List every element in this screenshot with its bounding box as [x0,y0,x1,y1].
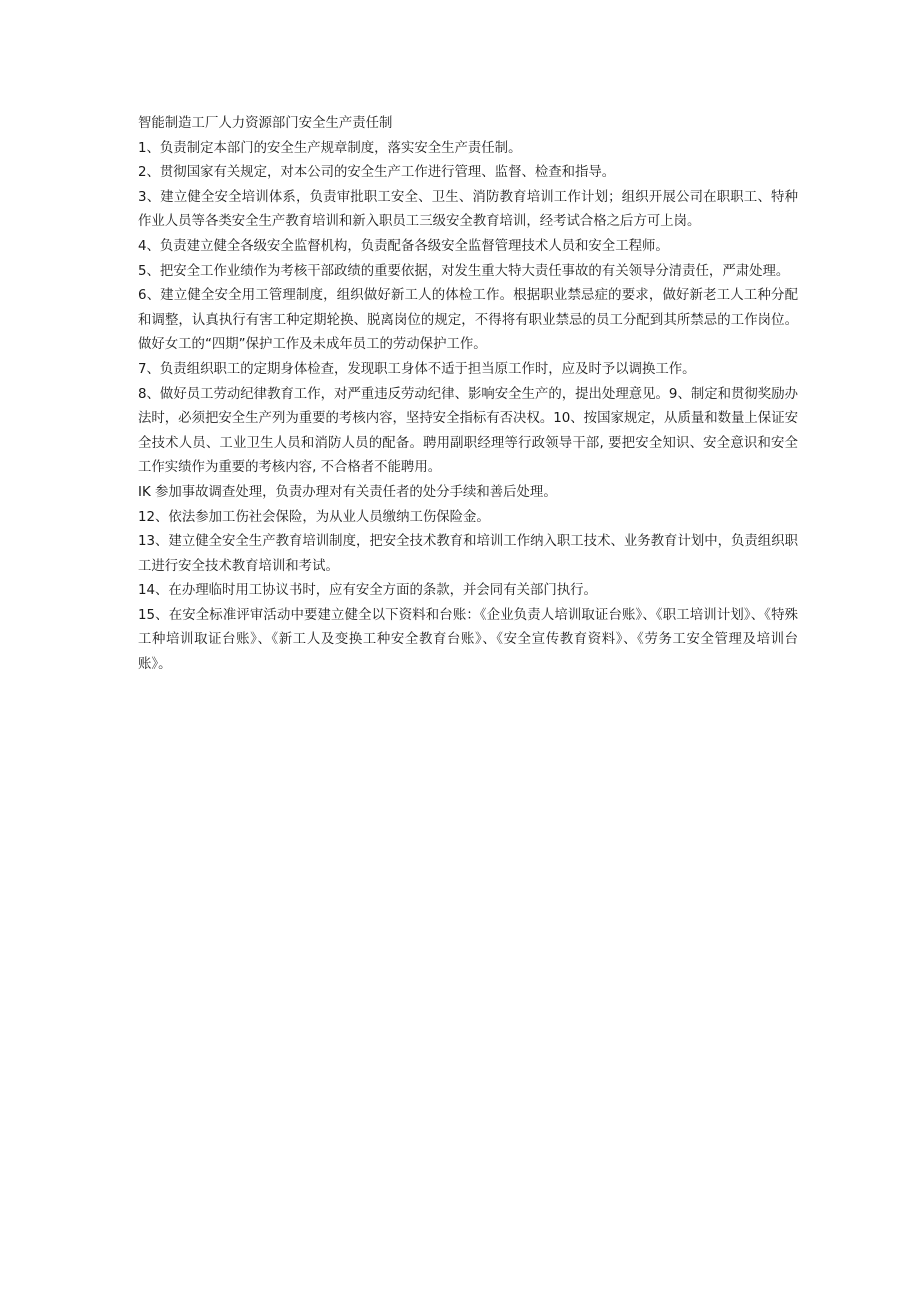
document-page [138,112,798,678]
paragraph-5: 5、把安全工作业绩作为考核干部政绩的重要依据，对发生重大特大责任事故的有关领导分清责任，严肃处理。 [138,263,790,279]
paragraph-1: 1、负责制定本部门的安全生产规章制度，落实安全生产责任制。 [138,140,522,156]
paragraph-12: 12、依法参加工伤社会保险，为从业人员缴纳工伤保险金。 [138,509,490,525]
paragraph-13: 13、建立健全安全生产教育培训制度，把安全技术教育和培训工作纳入职工技术、业务教育计划中，负责组织职工进行安全技术教育培训和考试。 [138,534,798,574]
paragraph-4: 4、负责建立健全各级安全监督机构，负责配备各级安全监督管理技术人员和安全工程师。 [138,238,669,254]
paragraph-6: 6、建立健全安全用工管理制度，组织做好新工人的体检工作。根据职业禁忌症的要求，做好新老工人工种分配和调整，认真执行有害工种定期轮换、脱离岗位的规定，不得将有职业禁忌的员工分配到其所禁忌的工作岗位。做好女工的“四期”保护工作及未成年员工的劳动保护工作。 [138,288,798,353]
paragraph-11: IK 参加事故调查处理，负责办理对有关责任者的处分手续和善后处理。 [138,484,557,500]
paragraph-2: 2、贯彻国家有关规定，对本公司的安全生产工作进行管理、监督、检查和指导。 [138,165,616,181]
paragraph-7: 7、负责组织职工的定期身体检查，发现职工身体不适于担当原工作时，应及时予以调换工作。 [138,361,696,377]
paragraph-8: 8、做好员工劳动纪律教育工作，对严重违反劳动纪律、影响安全生产的，提出处理意见。9、制定和贯彻奖励办法时，必须把安全生产列为重要的考核内容，坚持安全指标有否决权。10、按国家规定，从质量和数量上保证安全技术人员、工业卫生人员和消防人员的配备。聘用副职经理等行政领导干部, 要把安全知识、安全意识和安全工作实绩作为重要的考核内容, 不合格者不能聘用。 [138,386,798,476]
document-title: 智能制造工厂人力资源部门安全生产责任制 [138,116,393,131]
paragraph-15: 15、在安全标准评审活动中要建立健全以下资料和台账：《企业负责人培训取证台账》、《职工培训计划》、《特殊工种培训取证台账》、《新工人及变换工种安全教育台账》、《安全宣传教育资料》、《劳务工安全管理及培训台账》。 [138,607,798,673]
paragraph-3: 3、建立健全安全培训体系，负责审批职工安全、卫生、消防教育培训工作计划；组织开展公司在职职工、特种作业人员等各类安全生产教育培训和新入职员工三级安全教育培训，经考试合格之后方可上岗。 [138,189,798,230]
paragraph-14: 14、在办理临时用工协议书时，应有安全方面的条款，并会同有关部门执行。 [138,583,597,599]
